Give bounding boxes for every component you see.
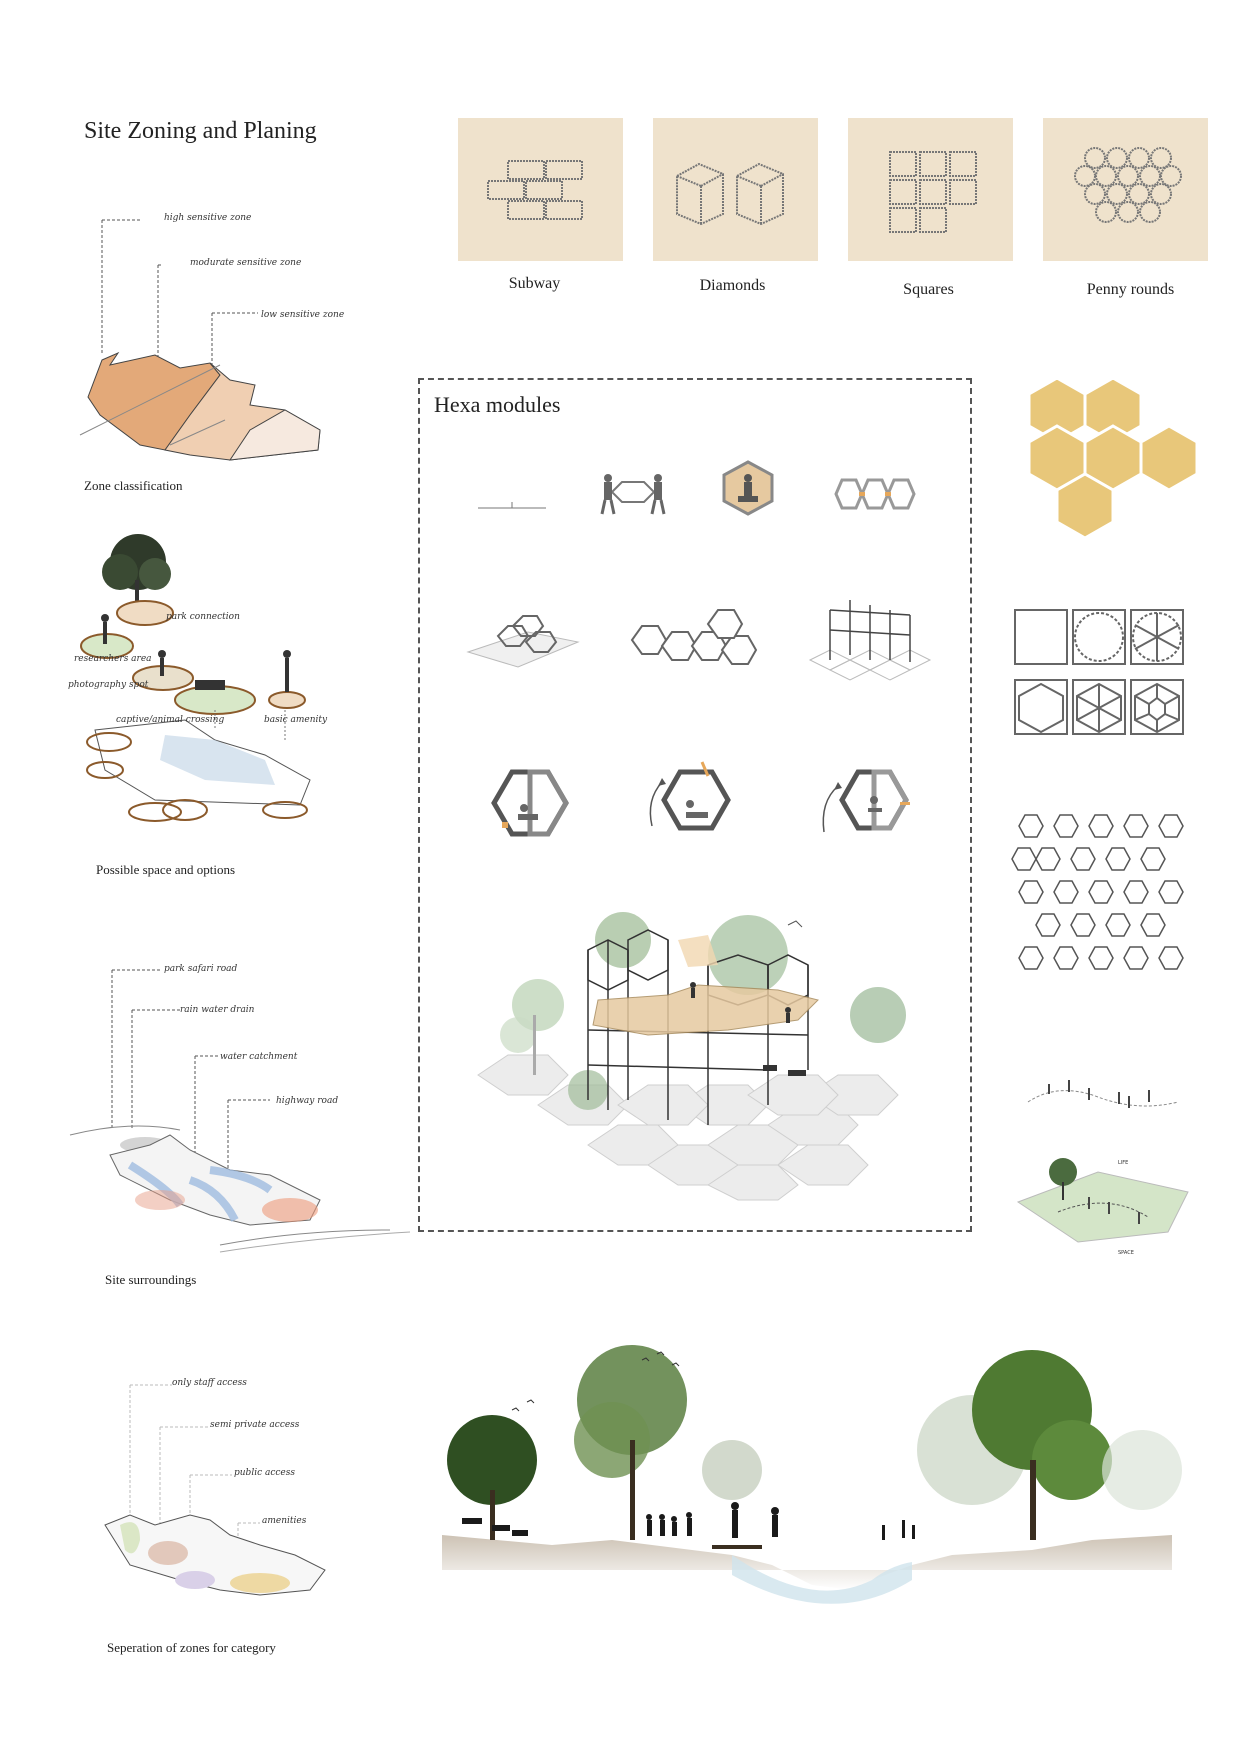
pattern-tile-diamonds (653, 118, 818, 261)
space-label-photography: photography spot (68, 680, 149, 690)
pattern-label-squares: Squares (903, 281, 954, 298)
squares-pattern-icon (848, 118, 1013, 261)
surroundings-caption: Site surroundings (105, 1272, 197, 1287)
hexa-main-structure-illustration (478, 895, 928, 1205)
hexa-iso-row-icon (618, 610, 778, 680)
diamonds-pattern-icon (653, 118, 818, 261)
pattern-tile-penny-rounds (1043, 118, 1208, 261)
surround-label-highway: highway road (276, 1096, 339, 1106)
activity-life-space-diagram (1018, 1072, 1188, 1257)
pattern-tile-squares (848, 118, 1013, 261)
zone-label-moderate: modurate sensitive zone (190, 258, 302, 268)
surround-label-safari-road: park safari road (164, 964, 238, 974)
sep-label-public: public access (234, 1468, 295, 1478)
hexa-seat-1-icon (490, 768, 570, 838)
subway-pattern-icon (458, 118, 623, 261)
hexa-step-line-icon (478, 490, 548, 520)
space-label-captive: captive/animal crossing (116, 715, 225, 725)
landscape-section-illustration (432, 1340, 1192, 1630)
surround-label-water-catchment: water catchment (220, 1052, 298, 1062)
geometric-grid-icon (1013, 608, 1191, 738)
hexa-iso-two-icon (468, 612, 583, 672)
surround-label-rain-drain: rain water drain (180, 1005, 255, 1015)
sep-label-amenities: amenities (262, 1516, 307, 1526)
hex-pinwheel-pattern-icon (1010, 810, 1185, 980)
zone-label-low: low sensitive zone (261, 310, 345, 320)
hexa-step-three-hex-icon (824, 472, 924, 517)
hexa-iso-structure-icon (800, 600, 930, 685)
page-title: Site Zoning and Planing (84, 118, 317, 144)
space-label-amenity: basic amenity (264, 715, 328, 725)
activity-space-label: SPACE (1118, 1250, 1134, 1256)
penny-rounds-pattern-icon (1043, 118, 1208, 261)
sep-label-semi-private: semi private access (210, 1420, 300, 1430)
zone-label-high: high sensitive zone (164, 213, 252, 223)
pattern-label-diamonds: Diamonds (699, 277, 766, 294)
hexa-modules-title: Hexa modules (434, 392, 561, 417)
space-caption: Possible space and options (96, 862, 236, 877)
honeycomb-icon (1015, 378, 1185, 538)
sep-label-staff: only staff access (172, 1378, 247, 1388)
zone-classification-diagram (80, 205, 380, 465)
pattern-label-subway: Subway (508, 275, 561, 292)
hexa-step-people-carry-icon (598, 470, 668, 515)
zone-caption: Zone classification (84, 478, 183, 493)
pattern-tile-subway (458, 118, 623, 261)
hexa-step-sitting-icon (718, 458, 778, 518)
space-label-park-connection: park connection (166, 612, 240, 622)
hexa-seat-3-icon (812, 762, 922, 842)
space-label-researchers: researchers area (74, 654, 152, 664)
zone-separation-diagram (100, 1375, 350, 1635)
activity-life-label: LIFE (1118, 1160, 1129, 1166)
pattern-label-penny-rounds: Penny rounds (1086, 281, 1175, 298)
separation-caption: Seperation of zones for category (107, 1640, 276, 1655)
hexa-seat-2-icon (642, 760, 742, 840)
